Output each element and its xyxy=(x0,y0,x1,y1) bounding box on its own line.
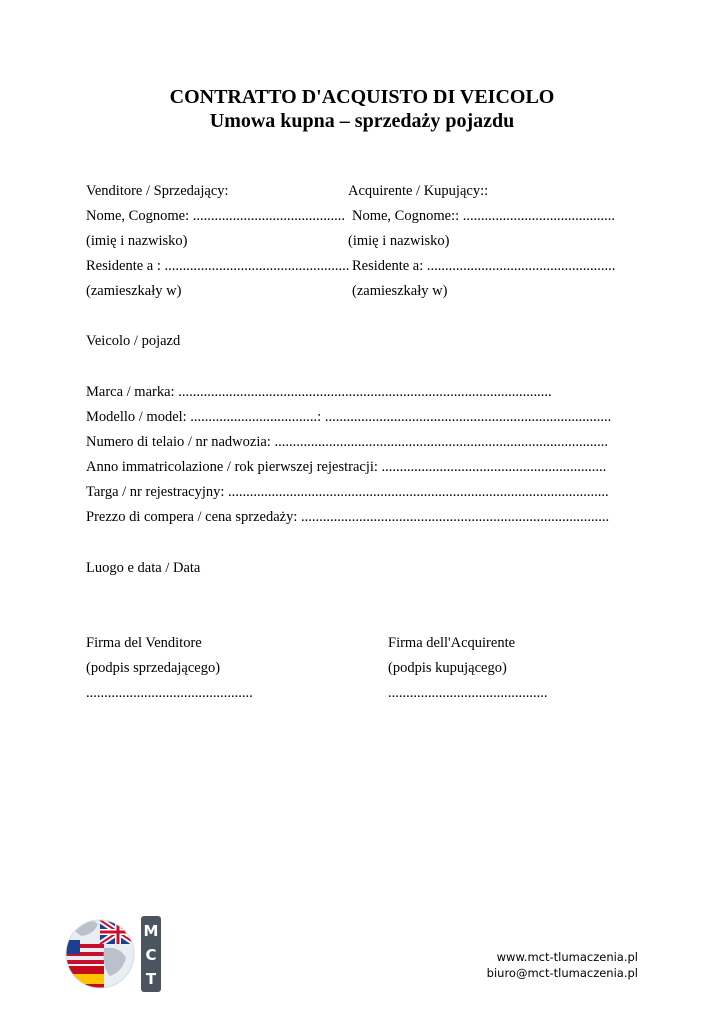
buyer-heading: Acquirente / Kupujący:: xyxy=(348,183,489,199)
buyer-signature-line: ............................................ xyxy=(388,685,548,701)
seller-signature-label: Firma del Venditore xyxy=(86,635,202,651)
seller-residence-field: Residente a : ................................................... xyxy=(86,258,350,274)
vehicle-model-field: Modello / model: ...................................: ............................................................................... xyxy=(86,409,612,425)
seller-name-field: Nome, Cognome: .......................................... xyxy=(86,208,345,224)
seller-signature-hint: (podpis sprzedającego) xyxy=(86,660,221,676)
footer-email[interactable]: biuro@mct-tlumaczenia.pl xyxy=(486,966,638,980)
buyer-residence-hint: (zamieszkały w) xyxy=(352,283,448,299)
document-title: CONTRATTO D'ACQUISTO DI VEICOLO xyxy=(169,86,555,108)
logo-letter-t: T xyxy=(145,970,157,988)
vehicle-chassis-field: Numero di telaio / nr nadwozia: ............................................................................................ xyxy=(86,434,608,450)
seller-heading: Venditore / Sprzedający: xyxy=(86,183,229,199)
logo-letter-c: C xyxy=(145,946,157,964)
footer-website[interactable]: www.mct-tlumaczenia.pl xyxy=(496,950,638,964)
buyer-residence-field: Residente a: .................................................... xyxy=(352,258,616,274)
seller-name-hint: (imię i nazwisko) xyxy=(86,233,188,249)
buyer-signature-hint: (podpis kupującego) xyxy=(388,660,507,676)
vehicle-brand-field: Marca / marka: ....................................................................................................... xyxy=(86,384,552,400)
logo-letter-m: M xyxy=(143,922,159,940)
seller-signature-line: .............................................. xyxy=(86,685,253,701)
buyer-name-field: Nome, Cognome:: .......................................... xyxy=(352,208,616,224)
document-subtitle: Umowa kupna – sprzedaży pojazdu xyxy=(209,110,515,132)
seller-residence-hint: (zamieszkały w) xyxy=(86,283,182,299)
globe-flags-icon xyxy=(64,914,136,994)
vehicle-registration-year-field: Anno immatricolazione / rok pierwszej rejestracji: .............................................................. xyxy=(86,459,607,475)
buyer-signature-label: Firma dell'Acquirente xyxy=(388,635,516,651)
place-date-label: Luogo e data / Data xyxy=(86,560,201,576)
mct-logo xyxy=(64,914,164,994)
vehicle-plate-field: Targa / nr rejestracyjny: ......................................................................................................... xyxy=(86,484,609,500)
buyer-name-hint: (imię i nazwisko) xyxy=(348,233,450,249)
vehicle-price-field: Prezzo di compera / cena sprzedaży: ..................................................................................... xyxy=(86,509,610,525)
vehicle-heading: Veicolo / pojazd xyxy=(86,333,181,349)
